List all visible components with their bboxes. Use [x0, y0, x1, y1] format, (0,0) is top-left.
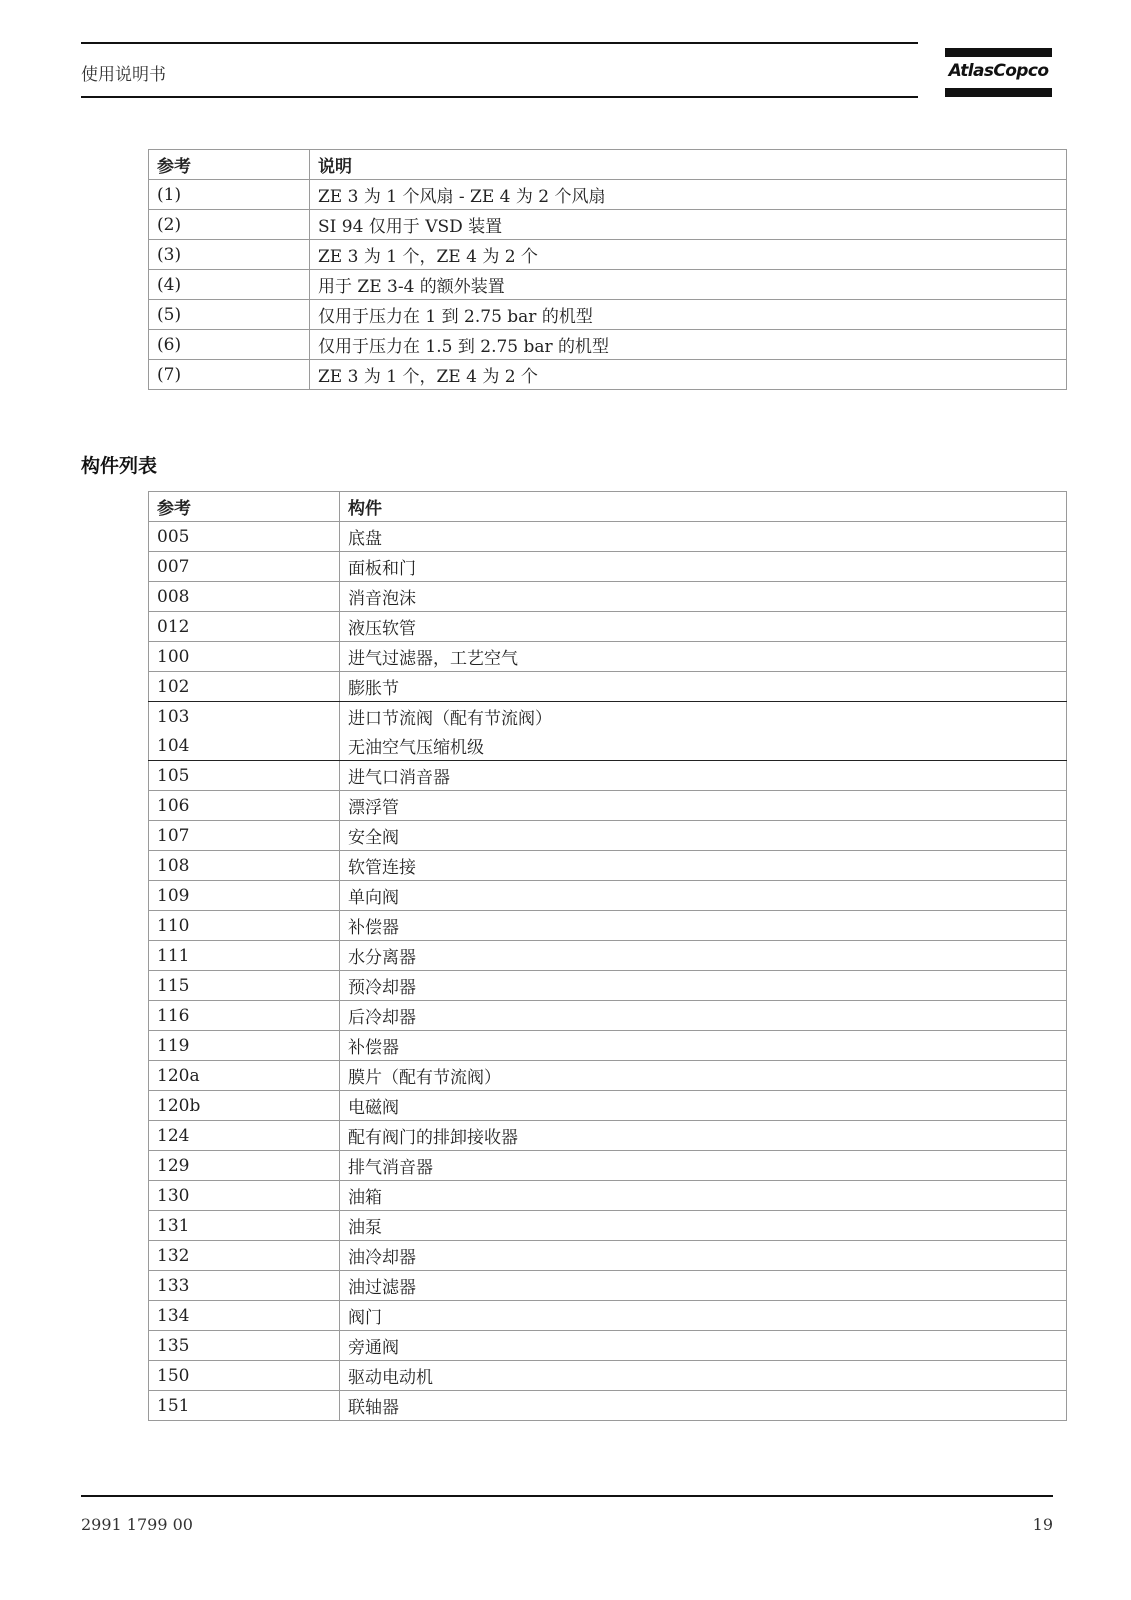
column-header-reference: 参考: [149, 150, 310, 180]
description-cell: 仅用于压力在 1 到 2.75 bar 的机型: [310, 300, 1067, 330]
table-row: [149, 1391, 1067, 1421]
reference-cell: (7): [149, 360, 310, 390]
description-cell: ZE 3 为 1 个，ZE 4 为 2 个: [310, 360, 1067, 390]
table-row: [149, 702, 1067, 732]
logo-bottom-bar: [945, 88, 1052, 97]
component-cell: 单向阀: [340, 881, 1067, 911]
reference-cell: (3): [149, 240, 310, 270]
table-row: [149, 731, 1067, 761]
component-table-header-row: [149, 492, 1067, 522]
table-row: [149, 791, 1067, 821]
table-row: [149, 761, 1067, 791]
component-cell: 底盘: [340, 522, 1067, 552]
table-row: [149, 300, 1067, 330]
reference-cell: 130: [149, 1181, 340, 1211]
component-cell: 油泵: [340, 1211, 1067, 1241]
section-title-component-list: 构件列表: [81, 455, 158, 477]
component-cell: 进口节流阀（配有节流阀）: [340, 702, 1067, 732]
reference-cell: (5): [149, 300, 310, 330]
component-cell: 后冷却器: [340, 1001, 1067, 1031]
reference-cell: (4): [149, 270, 310, 300]
reference-cell: 008: [149, 582, 340, 612]
reference-cell: 108: [149, 851, 340, 881]
reference-cell: 005: [149, 522, 340, 552]
table-row: [149, 552, 1067, 582]
document-number: 2991 1799 00: [81, 1515, 193, 1534]
table-row: [149, 330, 1067, 360]
notes-table: [148, 149, 1067, 390]
reference-cell: 151: [149, 1391, 340, 1421]
description-cell: SI 94 仅用于 VSD 装置: [310, 210, 1067, 240]
table-row: [149, 210, 1067, 240]
table-row: [149, 941, 1067, 971]
table-row: [149, 971, 1067, 1001]
reference-cell: 105: [149, 761, 340, 791]
table-row: [149, 911, 1067, 941]
component-cell: 油过滤器: [340, 1271, 1067, 1301]
component-cell: 油冷却器: [340, 1241, 1067, 1271]
header-bottom-rule: [81, 96, 918, 98]
reference-cell: (2): [149, 210, 310, 240]
reference-cell: 106: [149, 791, 340, 821]
table-row: [149, 821, 1067, 851]
header-top-rule: [81, 42, 918, 44]
component-cell: 膨胀节: [340, 672, 1067, 702]
component-cell: 进气口消音器: [340, 761, 1067, 791]
footer-rule: [81, 1495, 1053, 1497]
reference-cell: (6): [149, 330, 310, 360]
notes-table-header-row: [149, 150, 1067, 180]
component-cell: 预冷却器: [340, 971, 1067, 1001]
table-row: [149, 1271, 1067, 1301]
component-cell: 水分离器: [340, 941, 1067, 971]
atlas-copco-logo: [945, 48, 1052, 100]
column-header-reference: 参考: [149, 492, 340, 522]
description-cell: 仅用于压力在 1.5 到 2.75 bar 的机型: [310, 330, 1067, 360]
table-row: [149, 672, 1067, 702]
table-row: [149, 582, 1067, 612]
component-cell: 配有阀门的排卸接收器: [340, 1121, 1067, 1151]
table-row: [149, 642, 1067, 672]
reference-cell: 111: [149, 941, 340, 971]
document-title: 使用说明书: [81, 65, 166, 85]
table-row: [149, 522, 1067, 552]
component-cell: 阀门: [340, 1301, 1067, 1331]
column-header-component: 构件: [340, 492, 1067, 522]
table-row: [149, 270, 1067, 300]
reference-cell: 107: [149, 821, 340, 851]
table-row: [149, 1121, 1067, 1151]
description-cell: 用于 ZE 3-4 的额外装置: [310, 270, 1067, 300]
component-cell: 安全阀: [340, 821, 1067, 851]
component-table: [148, 491, 1067, 1421]
component-cell: 面板和门: [340, 552, 1067, 582]
component-cell: 软管连接: [340, 851, 1067, 881]
component-cell: 补偿器: [340, 911, 1067, 941]
reference-cell: 103: [149, 702, 340, 732]
component-cell: 液压软管: [340, 612, 1067, 642]
component-cell: 补偿器: [340, 1031, 1067, 1061]
table-row: [149, 1031, 1067, 1061]
component-cell: 电磁阀: [340, 1091, 1067, 1121]
table-row: [149, 1091, 1067, 1121]
component-cell: 进气过滤器，工艺空气: [340, 642, 1067, 672]
component-cell: 油箱: [340, 1181, 1067, 1211]
reference-cell: 134: [149, 1301, 340, 1331]
reference-cell: 124: [149, 1121, 340, 1151]
reference-cell: 007: [149, 552, 340, 582]
component-cell: 排气消音器: [340, 1151, 1067, 1181]
reference-cell: 120b: [149, 1091, 340, 1121]
reference-cell: 100: [149, 642, 340, 672]
reference-cell: 133: [149, 1271, 340, 1301]
page-number: 19: [1032, 1515, 1053, 1534]
table-row: [149, 1181, 1067, 1211]
table-row: [149, 851, 1067, 881]
table-row: [149, 1061, 1067, 1091]
table-row: [149, 360, 1067, 390]
reference-cell: 129: [149, 1151, 340, 1181]
reference-cell: 119: [149, 1031, 340, 1061]
component-cell: 旁通阀: [340, 1331, 1067, 1361]
table-row: [149, 1211, 1067, 1241]
component-cell: 消音泡沫: [340, 582, 1067, 612]
component-cell: 膜片（配有节流阀）: [340, 1061, 1067, 1091]
table-row: [149, 240, 1067, 270]
column-header-description: 说明: [310, 150, 1067, 180]
description-cell: ZE 3 为 1 个风扇 - ZE 4 为 2 个风扇: [310, 180, 1067, 210]
table-row: [149, 1151, 1067, 1181]
reference-cell: 135: [149, 1331, 340, 1361]
table-row: [149, 180, 1067, 210]
reference-cell: (1): [149, 180, 310, 210]
table-row: [149, 1001, 1067, 1031]
component-cell: 联轴器: [340, 1391, 1067, 1421]
reference-cell: 116: [149, 1001, 340, 1031]
component-cell: 漂浮管: [340, 791, 1067, 821]
component-cell: 驱动电动机: [340, 1361, 1067, 1391]
reference-cell: 131: [149, 1211, 340, 1241]
table-row: [149, 612, 1067, 642]
reference-cell: 102: [149, 672, 340, 702]
table-row: [149, 1301, 1067, 1331]
reference-cell: 012: [149, 612, 340, 642]
reference-cell: 104: [149, 731, 340, 761]
table-row: [149, 1331, 1067, 1361]
reference-cell: 109: [149, 881, 340, 911]
reference-cell: 120a: [149, 1061, 340, 1091]
reference-cell: 132: [149, 1241, 340, 1271]
component-cell: 无油空气压缩机级: [340, 731, 1067, 761]
reference-cell: 150: [149, 1361, 340, 1391]
table-row: [149, 1361, 1067, 1391]
logo-top-bar: [945, 48, 1052, 57]
reference-cell: 110: [149, 911, 340, 941]
logo-text: AtlasCopco: [948, 61, 1049, 81]
table-row: [149, 881, 1067, 911]
table-row: [149, 1241, 1067, 1271]
description-cell: ZE 3 为 1 个，ZE 4 为 2 个: [310, 240, 1067, 270]
reference-cell: 115: [149, 971, 340, 1001]
